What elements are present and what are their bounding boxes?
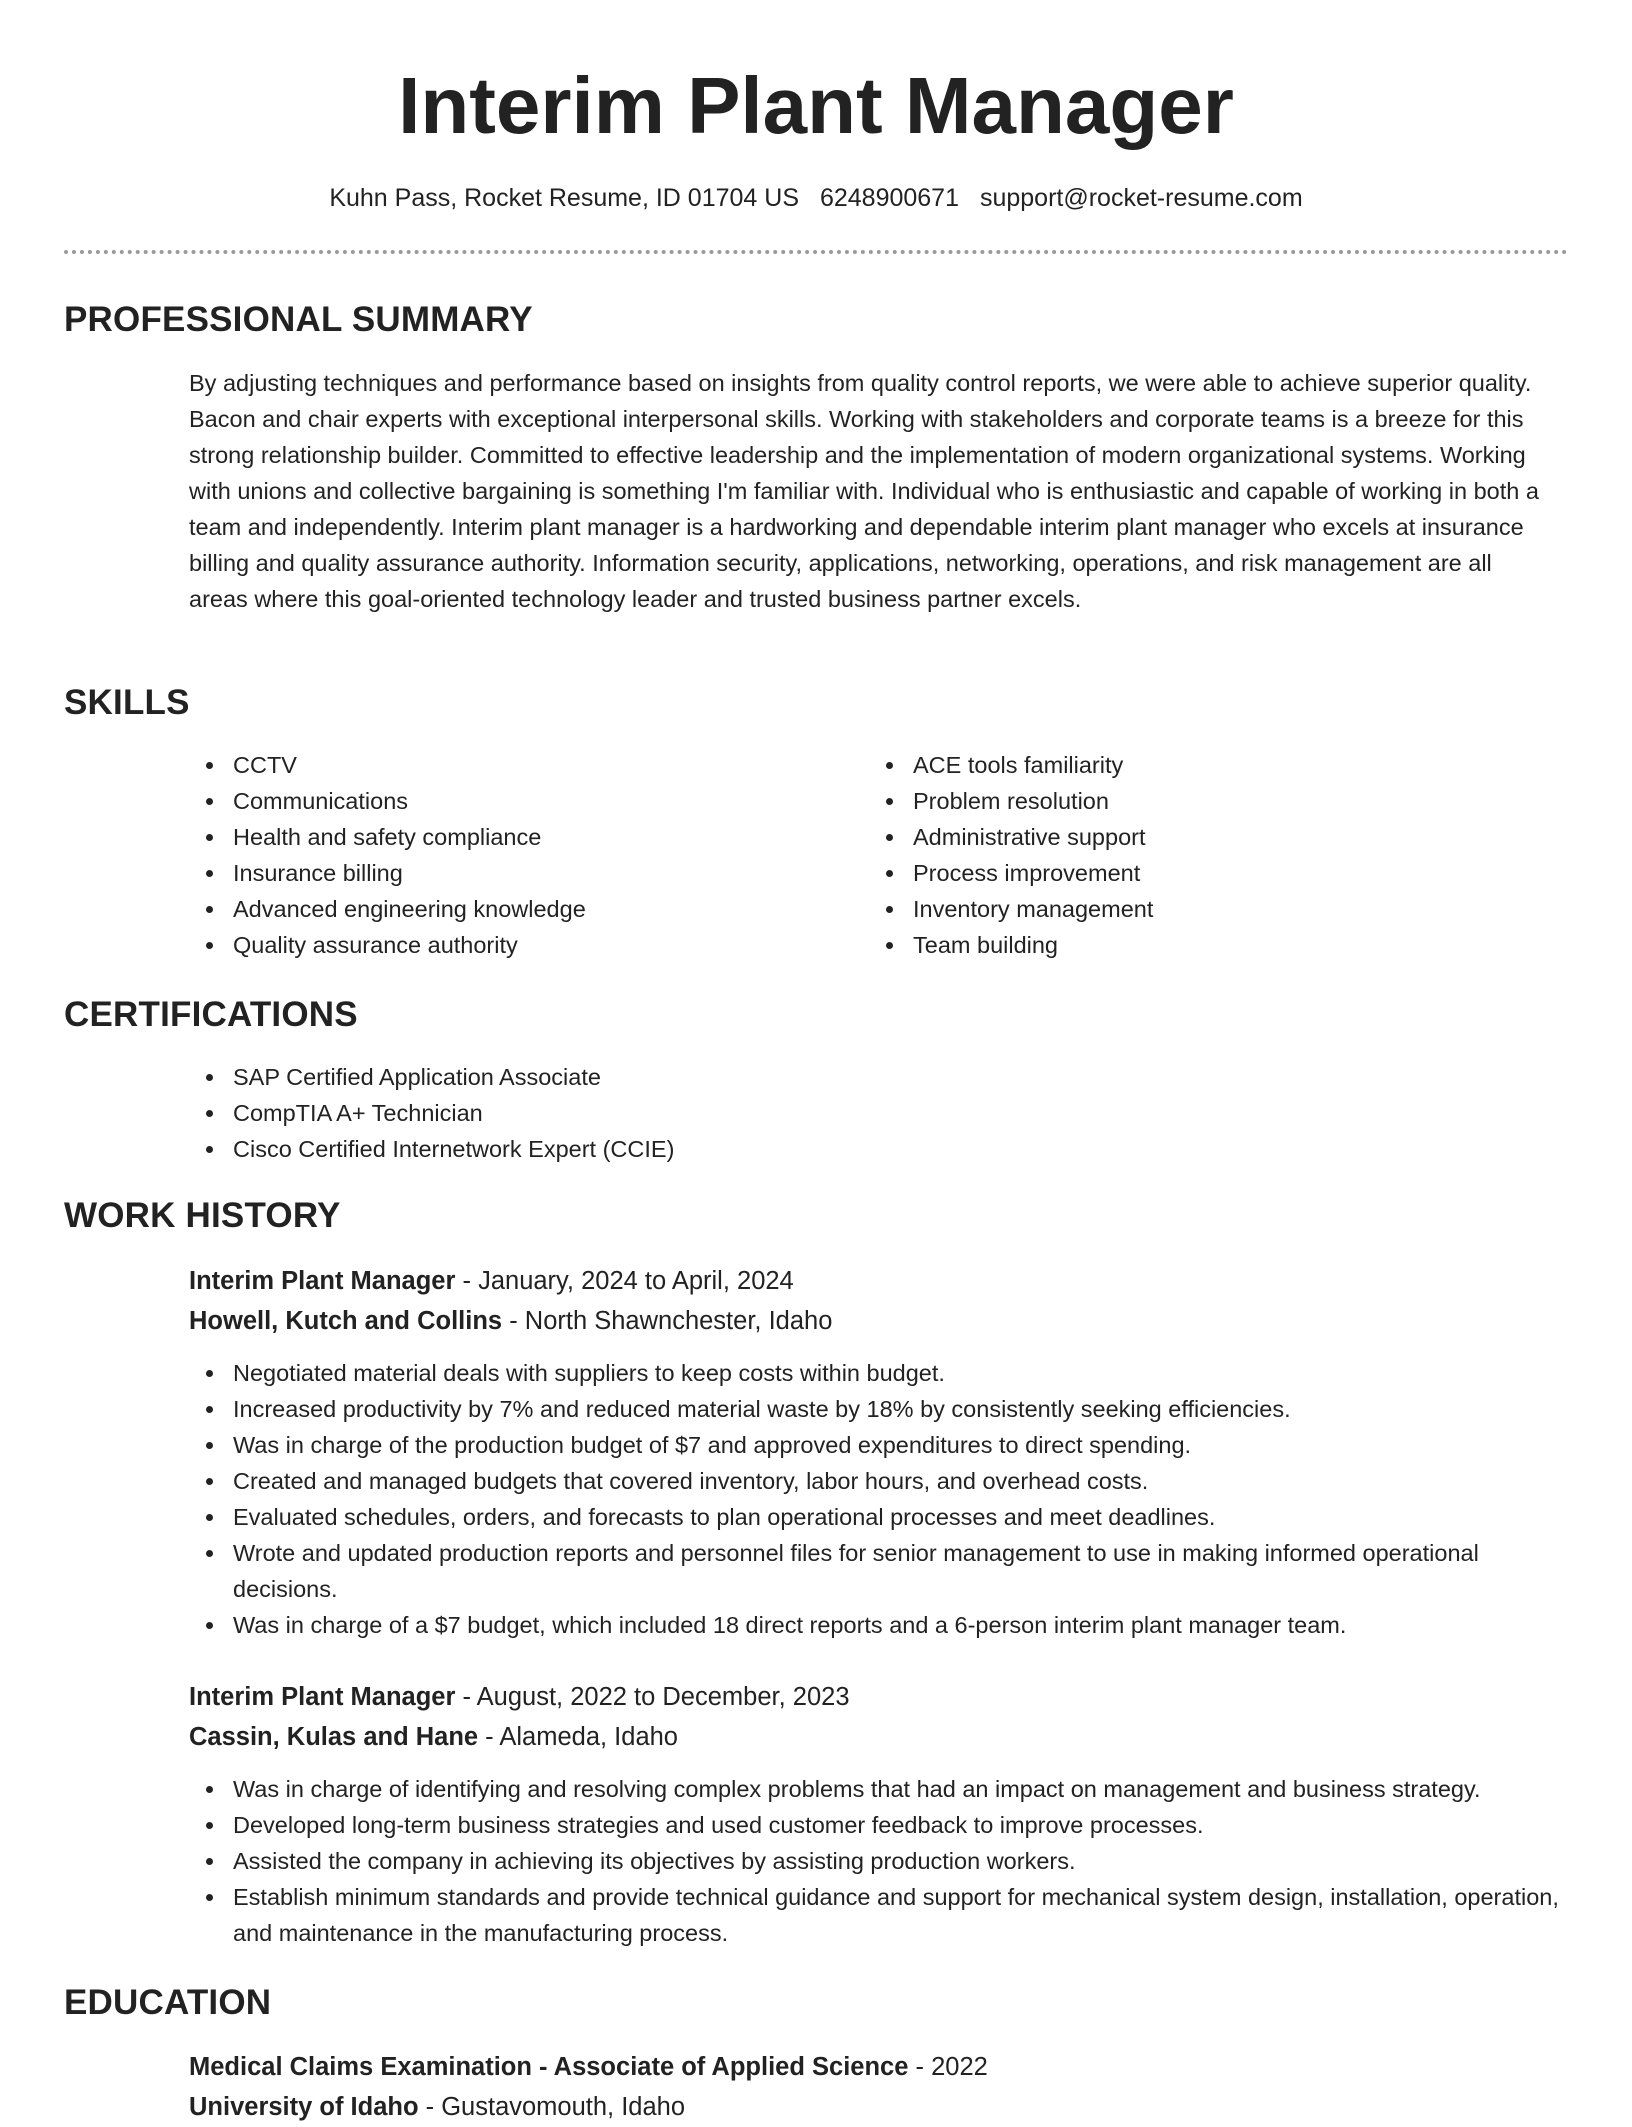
skills-list-left xyxy=(189,747,849,963)
certification-item: Cisco Certified Internetwork Expert (CCIE) xyxy=(189,1131,1549,1167)
job-title: Interim Plant Manager xyxy=(189,1267,456,1295)
job-bullets xyxy=(189,1355,1569,1643)
skill-item: Problem resolution xyxy=(869,783,1529,819)
skill-item: Health and safety compliance xyxy=(189,819,849,855)
job-bullet: Was in charge of a $7 budget, which included 18 direct reports and a 6-person interim plant manager team. xyxy=(189,1607,1569,1643)
section-heading-summary: PROFESSIONAL SUMMARY xyxy=(64,300,533,339)
skill-item: Advanced engineering knowledge xyxy=(189,891,849,927)
contact-address: Kuhn Pass, Rocket Resume, ID 01704 US xyxy=(329,184,799,212)
education-degree: Medical Claims Examination - Associate of Applied Science xyxy=(189,2053,909,2081)
skill-item: Insurance billing xyxy=(189,855,849,891)
certification-item: CompTIA A+ Technician xyxy=(189,1095,1549,1131)
job-bullet: Assisted the company in achieving its objectives by assisting production workers. xyxy=(189,1843,1569,1879)
contact-phone: 6248900671 xyxy=(819,184,959,212)
job-bullets xyxy=(189,1771,1569,1951)
job-title-line: Interim Plant Manager - January, 2024 to April, 2024 xyxy=(189,1267,794,1295)
job-bullet: Wrote and updated production reports and personnel files for senior management to use in making informed operational decisions. xyxy=(189,1535,1569,1607)
job-title-line: Interim Plant Manager - August, 2022 to December, 2023 xyxy=(189,1683,850,1711)
section-heading-certifications: CERTIFICATIONS xyxy=(64,995,358,1034)
skill-item: Administrative support xyxy=(869,819,1529,855)
job-company-line: Cassin, Kulas and Hane - Alameda, Idaho xyxy=(189,1723,678,1751)
job-dates: August, 2022 to December, 2023 xyxy=(476,1683,850,1711)
skill-item: Team building xyxy=(869,927,1529,963)
education-location: Gustavomouth, Idaho xyxy=(441,2093,686,2121)
job-bullet: Increased productivity by 7% and reduced material waste by 18% by consistently seeking efficiencies. xyxy=(189,1391,1569,1427)
job-bullet: Was in charge of identifying and resolving complex problems that had an impact on management and business strategy. xyxy=(189,1771,1569,1807)
job-company: Howell, Kutch and Collins xyxy=(189,1307,503,1335)
section-heading-education: EDUCATION xyxy=(64,1983,272,2022)
job-bullet: Establish minimum standards and provide technical guidance and support for mechanical system design, installation, operation, and maintenance in the manufacturing process. xyxy=(189,1879,1569,1951)
job-location: North Shawnchester, Idaho xyxy=(524,1307,833,1335)
skill-item: ACE tools familiarity xyxy=(869,747,1529,783)
education-school-line: University of Idaho - Gustavomouth, Idaho xyxy=(189,2093,686,2121)
contact-line xyxy=(0,180,1632,216)
certification-item: SAP Certified Application Associate xyxy=(189,1059,1549,1095)
job-location: Alameda, Idaho xyxy=(499,1723,678,1751)
skill-item: Process improvement xyxy=(869,855,1529,891)
job-company: Cassin, Kulas and Hane xyxy=(189,1723,479,1751)
section-heading-work-history: WORK HISTORY xyxy=(64,1196,341,1235)
job-dates: January, 2024 to April, 2024 xyxy=(478,1267,794,1295)
education-school: University of Idaho xyxy=(189,2093,419,2121)
job-title: Interim Plant Manager xyxy=(189,1683,456,1711)
header-divider xyxy=(64,250,1568,254)
skill-item: Inventory management xyxy=(869,891,1529,927)
certifications-list xyxy=(189,1059,1549,1167)
resume-title: Interim Plant Manager xyxy=(398,61,1234,150)
skill-item: CCTV xyxy=(189,747,849,783)
section-heading-skills: SKILLS xyxy=(64,683,190,722)
job-bullet: Created and managed budgets that covered inventory, labor hours, and overhead costs. xyxy=(189,1463,1569,1499)
contact-email: support@rocket-resume.com xyxy=(979,184,1303,212)
education-year: 2022 xyxy=(931,2053,988,2081)
skill-item: Communications xyxy=(189,783,849,819)
job-bullet: Was in charge of the production budget of $7 and approved expenditures to direct spending. xyxy=(189,1427,1569,1463)
job-company-line: Howell, Kutch and Collins - North Shawnchester, Idaho xyxy=(189,1307,833,1335)
job-bullet: Negotiated material deals with suppliers to keep costs within budget. xyxy=(189,1355,1569,1391)
skills-list-right xyxy=(869,747,1529,963)
education-degree-line: Medical Claims Examination - Associate of Applied Science - 2022 xyxy=(189,2053,988,2081)
job-bullet: Developed long-term business strategies and used customer feedback to improve processes. xyxy=(189,1807,1569,1843)
job-bullet: Evaluated schedules, orders, and forecasts to plan operational processes and meet deadlines. xyxy=(189,1499,1569,1535)
summary-text: By adjusting techniques and performance based on insights from quality control reports, we were able to achieve superior quality. Bacon and chair experts with exceptional interpersonal skills. Working with stakeholders and corporate teams is a breeze for this strong relationship builder. Committed to effective leadership and the implementation of modern organizational systems. Working with unions and collective bargaining is something I'm familiar with. Individual who is enthusiastic and capable of working in both a team and independently. Interim plant manager is a hardworking and dependable interim plant manager who excels at insurance billing and quality assurance authority. Information security, applications, networking, operations, and risk management are all areas where this goal-oriented technology leader and trusted business partner excels. xyxy=(189,370,1539,612)
skill-item: Quality assurance authority xyxy=(189,927,849,963)
